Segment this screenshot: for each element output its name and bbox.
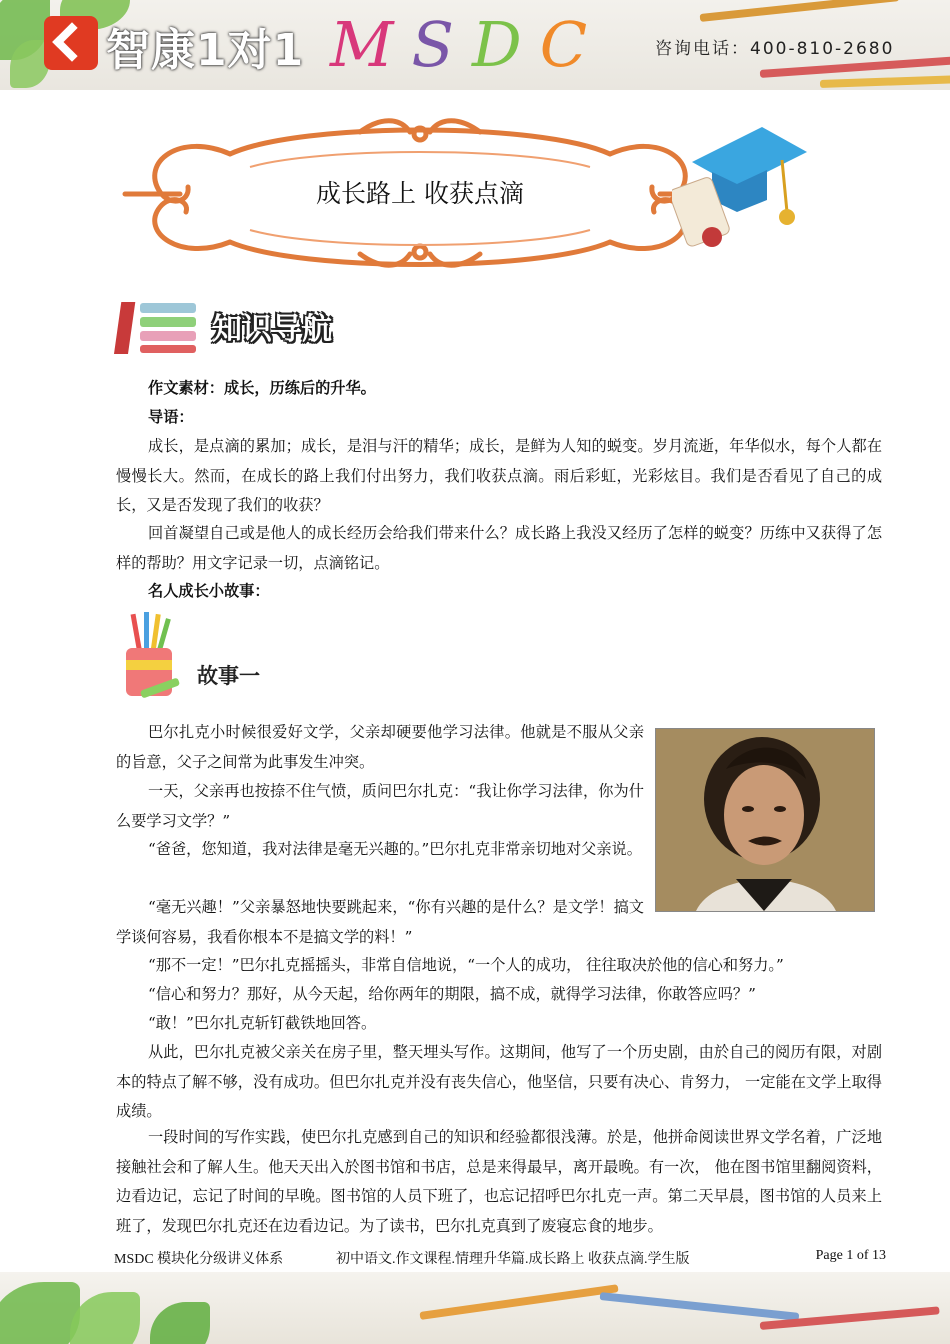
books-icon: [114, 297, 204, 357]
brand-logo-text: 智康1对1: [106, 25, 305, 76]
pencil-decoration: [820, 75, 950, 88]
footer-page-number: Page 1 of 13: [815, 1248, 886, 1263]
graduation-cap-icon: [672, 122, 812, 262]
story-paragraph-4: “毫无兴趣！”父亲暴怒地快要跳起来，“你有兴趣的是什么？是文学！搞文学谈何容易，我看你根本不是搞文学的料！”: [116, 898, 644, 946]
story-paragraph-3: “爸爸，您知道，我对法律是毫无兴趣的。”巴尔扎克非常亲切地对父亲说。: [148, 840, 642, 858]
section-heading-story-one: 故事一: [197, 664, 260, 688]
story-paragraph-7: “敢！”巴尔扎克斩钉截铁地回答。: [148, 1014, 377, 1032]
story-paragraph-6: “信心和努力？那好，从今天起，给你两年的期限，搞不成，就得学习法律，你敢答应吗？”: [148, 985, 756, 1003]
balzac-portrait-image: [655, 728, 875, 912]
msdc-logo: MSDC: [330, 8, 606, 81]
pencil-cup-icon: [120, 612, 184, 702]
guide-paragraph-1: 成长，是点滴的累加；成长，是泪与汗的精华；成长，是鲜为人知的蜕变。岁月流逝，年华似水，每个人都在慢慢长大。然而，在成长的路上我们付出努力，我们收获点滴。雨后彩虹，光彩炫目。我们是否看见了自己的成长，又是否发现了我们的收获？: [116, 437, 882, 514]
guide-label: 导语：: [148, 408, 194, 426]
guide-paragraph-2: 回首凝望自己或是他人的成长经历会给我们带来什么？成长路上我没又经历了怎样的蜕变？历练中又获得了怎样的帮助？用文字记录一切，点滴铭记。: [116, 524, 882, 572]
pencil-decoration: [600, 1292, 800, 1321]
section-heading-knowledge-nav: 知识导航: [212, 312, 332, 347]
story-paragraph-2: 一天，父亲再也按捺不住气愤，质问巴尔扎克：“我让你学习法律，你为什么要学习文学？”: [116, 782, 644, 830]
page-title: 成长路上 收获点滴: [316, 179, 524, 208]
pencil-decoration: [419, 1284, 618, 1320]
page-header-banner: [0, 0, 950, 90]
hotline-text: 咨询电话：400-810-2680: [655, 39, 895, 59]
material-line: 作文素材：成长，历练后的升华。: [148, 379, 376, 397]
title-ornament-frame: [120, 112, 720, 272]
leaf-decoration: [150, 1302, 210, 1344]
story-paragraph-8: 从此，巴尔扎克被父亲关在房子里，整天埋头写作。这期间，他写了一个历史剧，由於自己的阅历有限，对剧本的特点了解不够，没有成功。但巴尔扎克并没有丧失信心，他坚信，只要有决心、肯努力， 一定能在文学上取得成绩。: [116, 1043, 882, 1120]
pencil-decoration: [700, 0, 900, 22]
famous-stories-label: 名人成长小故事：: [148, 582, 270, 600]
story-paragraph-5: “那不一定！”巴尔扎克摇摇头，非常自信地说，“一个人的成功， 往往取决於他的信心和努力。”: [148, 956, 784, 974]
leaf-decoration: [70, 1292, 140, 1344]
pencil-decoration: [760, 56, 950, 78]
footer-course: 初中语文.作文课程.情理升华篇.成长路上 收获点滴.学生版: [336, 1252, 690, 1267]
footer-series: MSDC 模块化分级讲义体系: [114, 1252, 284, 1267]
page-footer-banner: [0, 1272, 950, 1344]
brand-logo-icon: [44, 16, 98, 70]
leaf-decoration: [0, 1282, 80, 1344]
story-paragraph-9: 一段时间的写作实践，使巴尔扎克感到自己的知识和经验都很浅薄。於是，他拼命阅读世界文学名着，广泛地接触社会和了解人生。他天天出入於图书馆和书店，总是来得最早，离开最晚。有一次， 他在图书馆里翻阅资料，边看边记，忘记了时间的早晚。图书馆的人员下班了，也忘记招呼巴尔扎克一声。第二天早晨，图书馆的人员来上班了，发现巴尔扎克还在边看边记。为了读书，巴尔扎克真到了废寝忘食的地步。: [116, 1128, 882, 1235]
story-paragraph-1: 巴尔扎克小时候很爱好文学，父亲却硬要他学习法律。他就是不服从父亲的旨意，父子之间常为此事发生冲突。: [116, 723, 644, 771]
